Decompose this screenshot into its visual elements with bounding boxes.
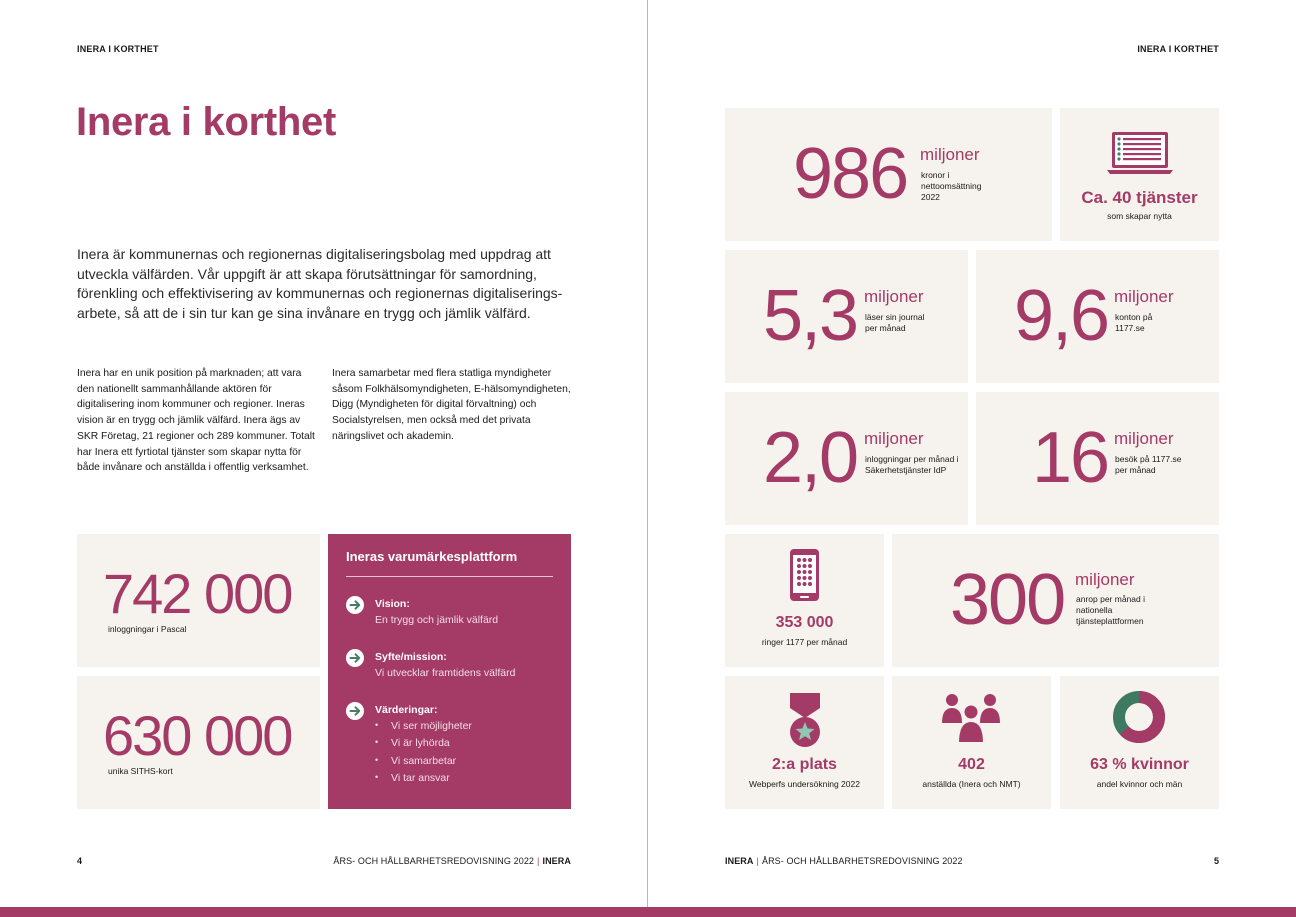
stat-value: 2:a plats (772, 756, 837, 773)
stat-label: inloggningar i Pascal (108, 624, 187, 634)
arrow-right-icon (346, 649, 364, 667)
footer-separator: | (756, 856, 759, 866)
body-column-2: Inera samarbetar med flera statliga myndigheter såsom Folkhälsomyndigheten, E-hälsomyndigheten, Digg (Myndigheten för digital förvaltning) och Socialstyrelsen, men också med det privata näringslivet och akademin. (332, 368, 571, 442)
arrow-right-icon (346, 702, 364, 720)
stat-unit: miljoner (1075, 570, 1135, 589)
stat-label: unika SITHS-kort (108, 766, 173, 776)
stat-tile-platform (892, 534, 1219, 667)
brand-mission (346, 649, 556, 685)
arrow-right-icon (346, 596, 364, 614)
values-list (375, 720, 472, 789)
values-label: Värderingar: (375, 704, 438, 716)
body-column-1: Inera har en unik position på marknaden; att vara den nationellt sammanhållande aktören för digitalisering inom kommuner och regioner. Ineras vision är en trygg och jämlik välfärd. Inera ägs av SKR Företag, 21 regioner och 289 kommuner. Totalt har Inera ett fyrtiotal tjänster som skapar nytta för både invånare och anställda i offentlig verksamhet. (77, 368, 315, 474)
page-number: 4 (77, 856, 83, 866)
phone-icon (790, 549, 819, 601)
footer-text: ÅRS- OCH HÅLLBARHETSREDOVISNING 2022 (333, 856, 535, 866)
stat-value: 9,6 (1014, 276, 1109, 356)
stat-value: 63 % kvinnor (1090, 756, 1189, 773)
donut-chart-icon (1112, 690, 1166, 744)
brand-heading: Ineras varumärkesplattform (346, 549, 518, 564)
list-item: • Vi ser möjligheter (375, 720, 472, 737)
stat-tile-pascal (77, 534, 320, 667)
running-head: INERA I KORTHET (77, 44, 159, 54)
stat-label: inloggningar per månad i Säkerhetstjänster IdP (865, 454, 959, 475)
people-icon (941, 693, 1001, 743)
stat-label: anrop per månad i nationella tjänsteplattformen (1076, 594, 1145, 626)
list-item: • Vi tar ansvar (375, 772, 472, 789)
stat-value: 2,0 (763, 418, 858, 498)
stat-tile-revenue (725, 108, 1052, 241)
stat-label: läser sin journal per månad (865, 312, 925, 333)
stat-tile-services (1060, 108, 1219, 241)
footer (333, 856, 571, 866)
stat-tile-women (1060, 676, 1219, 809)
footer (725, 856, 963, 866)
stat-label: ringer 1177 per månad (761, 637, 848, 647)
stat-tile-logins (725, 392, 968, 525)
list-item: • Vi är lyhörda (375, 737, 472, 754)
stat-tile-visits (976, 392, 1219, 525)
stat-tile-ranking (725, 676, 884, 809)
list-item: • Vi samarbetar (375, 755, 472, 772)
stat-tile-accounts (976, 250, 1219, 383)
stat-label: som skapar nytta (1107, 211, 1172, 221)
brand-values (346, 702, 556, 797)
stat-tile-siths (77, 676, 320, 809)
lead-paragraph: Inera är kommunernas och regionernas digitaliseringsbolag med uppdrag att utveckla välfärden. Vår uppgift är att skapa förutsättningar för samordning, förenkling och effektivisering av kommunernas och regionernas digitaliseringsarbete, så att de i sin tur kan ge sina invånare en trygg och jämlik välfärd. (77, 246, 563, 321)
stat-value: 742 000 (103, 562, 292, 625)
stat-value: 5,3 (763, 276, 858, 356)
stat-label: besök på 1177.se per månad (1115, 454, 1182, 475)
footer-brand: INERA (542, 856, 571, 866)
stat-label: anställda (Inera och NMT) (922, 779, 1021, 789)
mission-label: Syfte/mission: (375, 651, 447, 663)
stat-label: andel kvinnor och män (1096, 779, 1183, 789)
stat-unit: miljoner (1114, 287, 1174, 306)
stat-value: 402 (958, 756, 985, 773)
vision-text: En trygg och jämlik välfärd (375, 614, 499, 626)
vision-label: Vision: (375, 598, 410, 610)
right-page (648, 0, 1296, 917)
stat-tile-staff (892, 676, 1051, 809)
stat-value: 16 (1032, 418, 1109, 498)
page-title: Inera i korthet (76, 100, 337, 144)
footer-brand: INERA (725, 856, 754, 866)
stat-value: 986 (793, 134, 908, 214)
stat-unit: miljoner (920, 145, 980, 164)
laptop-icon (1107, 130, 1173, 176)
stat-tile-journal (725, 250, 968, 383)
stat-tile-calls (725, 534, 884, 667)
footer-separator: | (537, 856, 540, 866)
brand-vision (346, 596, 556, 632)
running-head: INERA I KORTHET (1137, 44, 1219, 54)
bottom-color-band (0, 907, 1296, 917)
page-number: 5 (1213, 856, 1219, 866)
stat-unit: miljoner (864, 287, 924, 306)
stat-unit: miljoner (1114, 429, 1174, 448)
footer-text: ÅRS- OCH HÅLLBARHETSREDOVISNING 2022 (761, 856, 963, 866)
divider (346, 576, 553, 577)
mission-text: Vi utvecklar framtidens välfärd (375, 667, 516, 679)
medal-icon (789, 692, 821, 748)
stat-unit: miljoner (864, 429, 924, 448)
stat-value: 353 000 (775, 614, 834, 631)
stat-value: 630 000 (103, 704, 292, 767)
stat-label: kronor i nettoomsättning 2022 (921, 170, 982, 202)
stat-value: 300 (950, 560, 1065, 640)
stat-label: Webperfs undersökning 2022 (749, 779, 860, 789)
brand-platform-box (328, 534, 571, 809)
stat-label: konton på 1177.se (1115, 312, 1153, 333)
stat-value: Ca. 40 tjänster (1081, 188, 1198, 207)
